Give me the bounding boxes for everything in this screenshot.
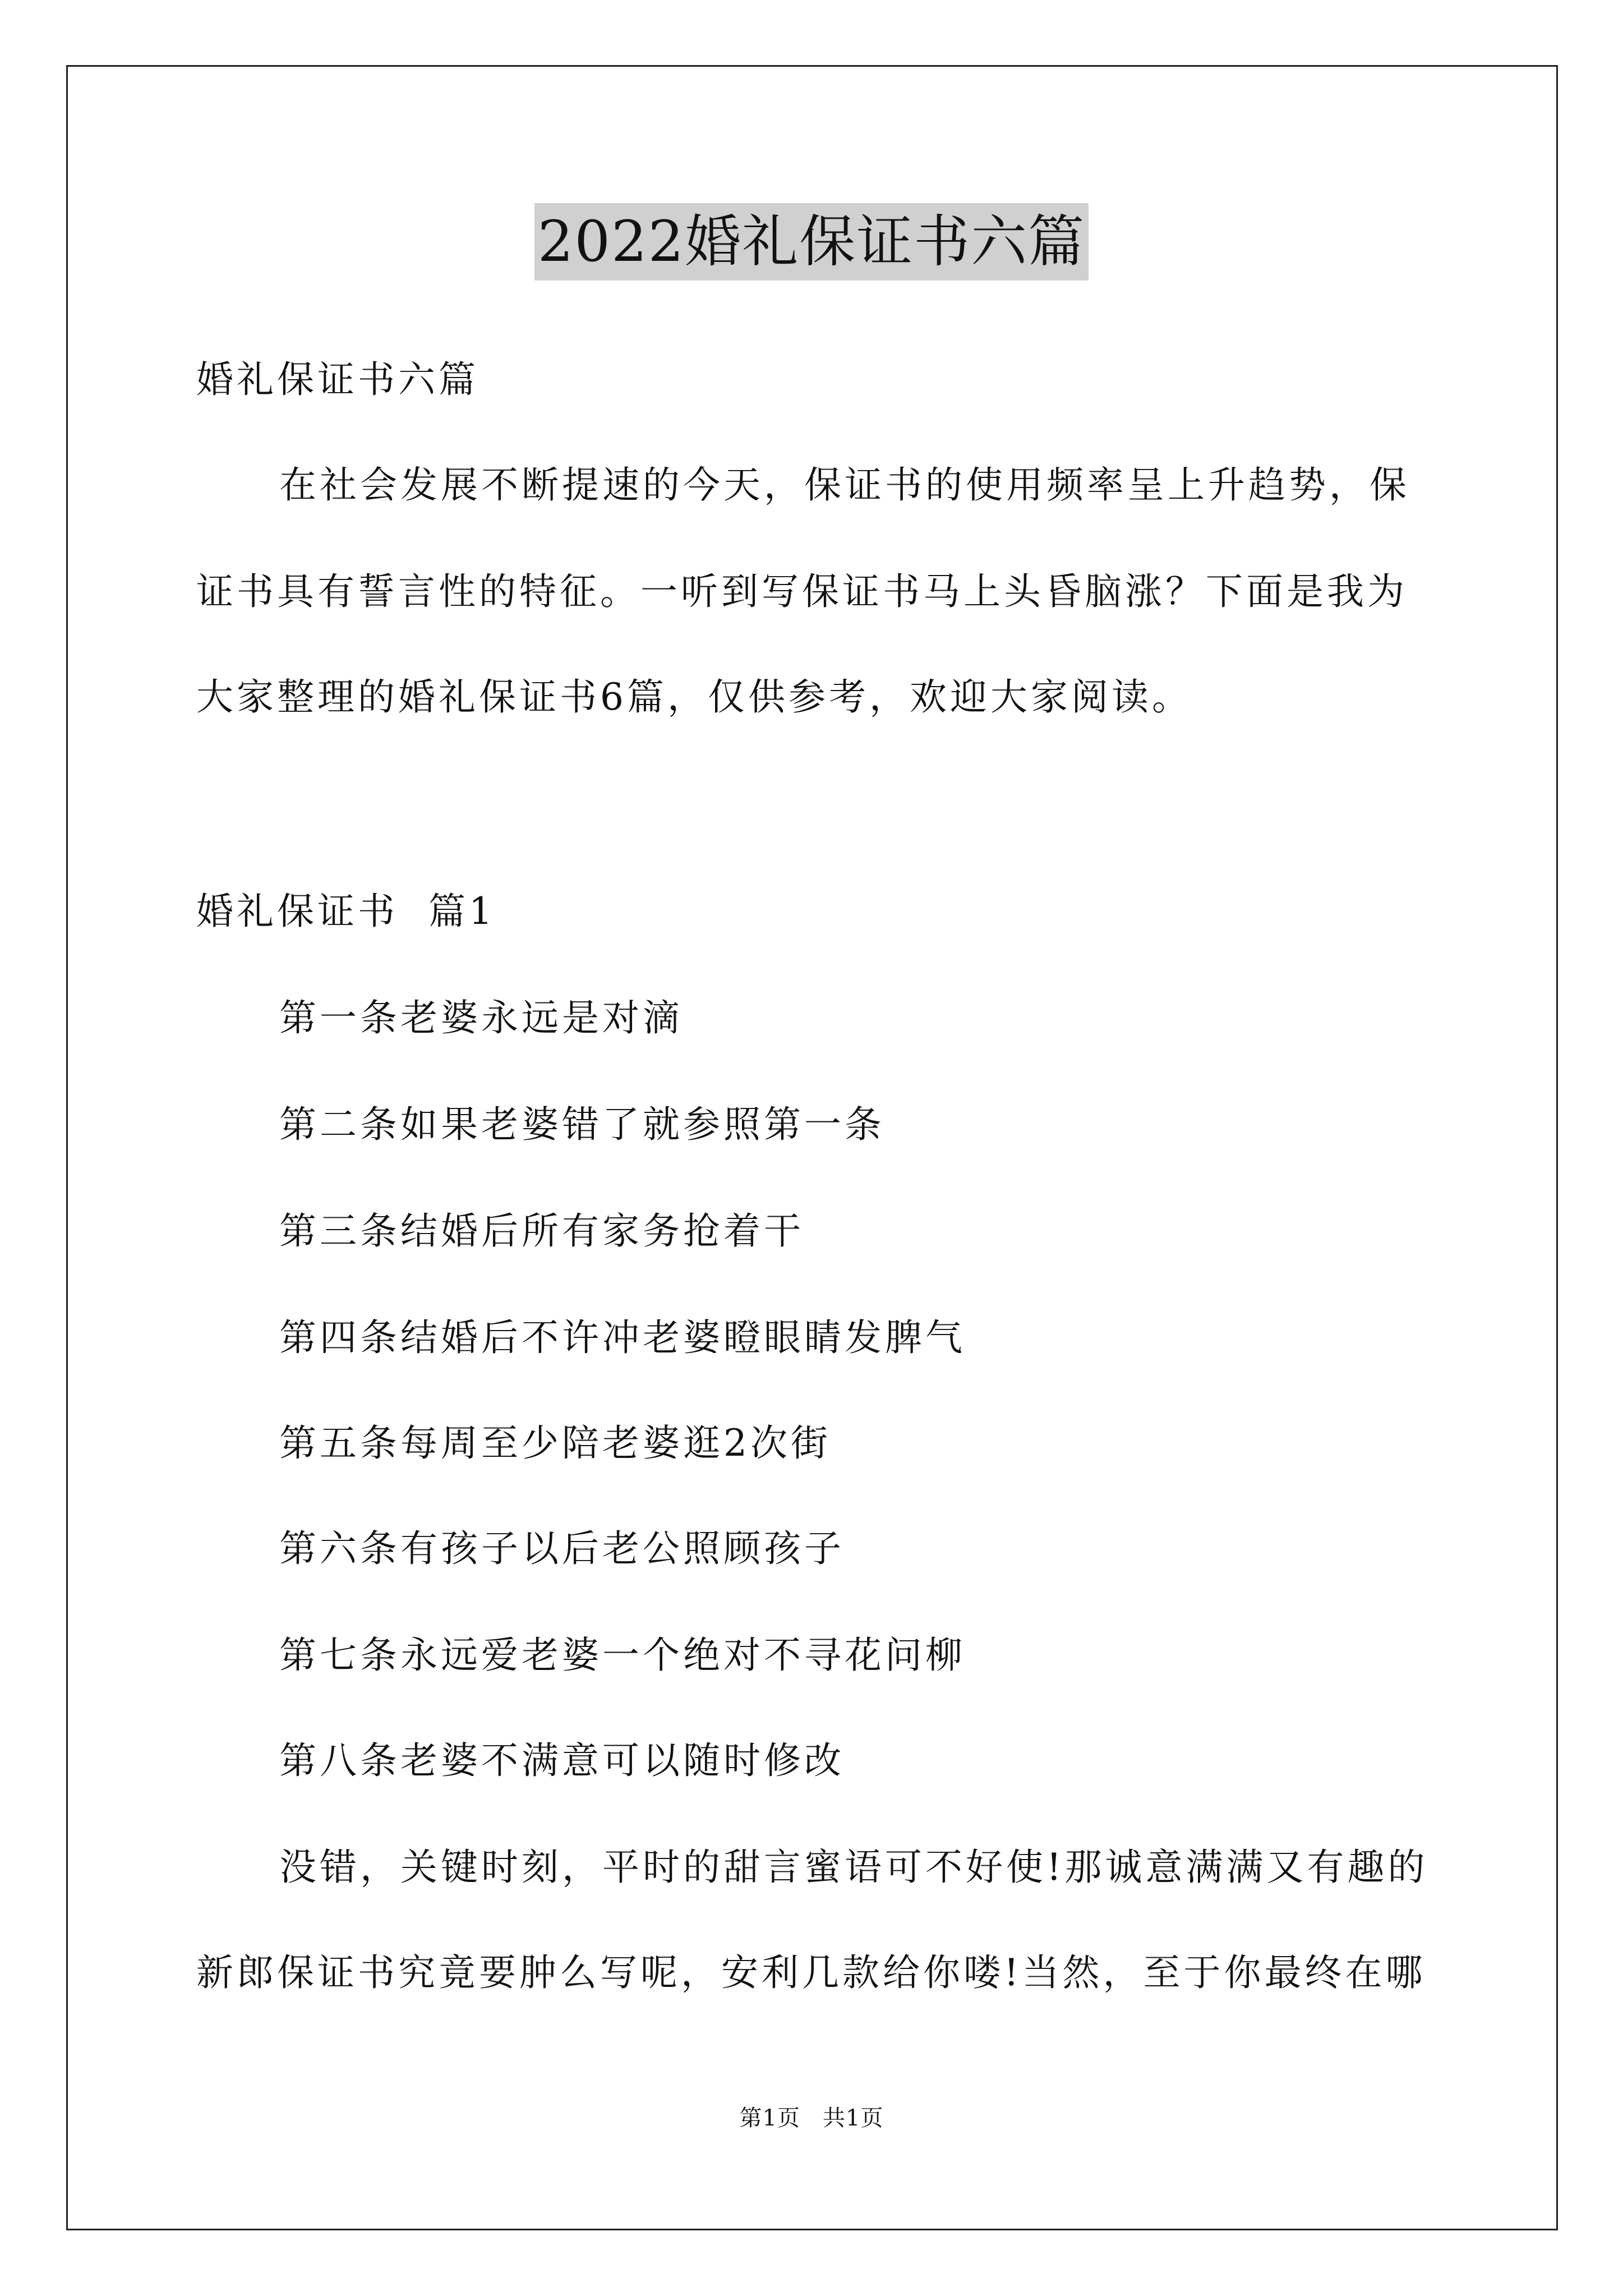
page-total: 共1页 <box>823 2105 884 2131</box>
intro-line-3: 大家整理的婚礼保证书6篇，仅供参考，欢迎大家阅读。 <box>196 675 1192 719</box>
closing-line-1: 没错，关键时刻，平时的甜言蜜语可不好使!那诚意满满又有趣的 <box>279 1846 1428 1889</box>
intro-line-2: 证书具有誓言性的特征。一听到写保证书马上头昏脑涨？下面是我为 <box>196 570 1408 613</box>
intro-line-1: 在社会发展不断提速的今天，保证书的使用频率呈上升趋势，保 <box>279 463 1410 507</box>
closing-line-2: 新郎保证书究竟要肿么写呢，安利几款给你喽!当然，至于你最终在哪 <box>196 1951 1426 1994</box>
clause-6: 第六条有孩子以后老公照顾孩子 <box>279 1527 845 1570</box>
section-heading: 婚礼保证书 篇1 <box>196 890 496 933</box>
clause-5: 第五条每周至少陪老婆逛2次街 <box>279 1421 831 1465</box>
page-footer <box>0 2102 1623 2134</box>
clause-1: 第一条老婆永远是对滴 <box>279 996 683 1039</box>
clause-4: 第四条结婚后不许冲老婆瞪眼睛发脾气 <box>279 1316 966 1359</box>
clause-2: 第二条如果老婆错了就参照第一条 <box>279 1103 885 1146</box>
page-number: 第1页 <box>739 2105 800 2131</box>
document-subtitle: 婚礼保证书六篇 <box>196 358 479 401</box>
clause-7: 第七条永远爱老婆一个绝对不寻花问柳 <box>279 1634 966 1677</box>
clause-8: 第八条老婆不满意可以随时修改 <box>279 1739 845 1782</box>
clause-3: 第三条结婚后所有家务抢着干 <box>279 1209 804 1253</box>
document-title <box>0 203 1623 282</box>
document-title-text: 2022婚礼保证书六篇 <box>534 203 1089 280</box>
